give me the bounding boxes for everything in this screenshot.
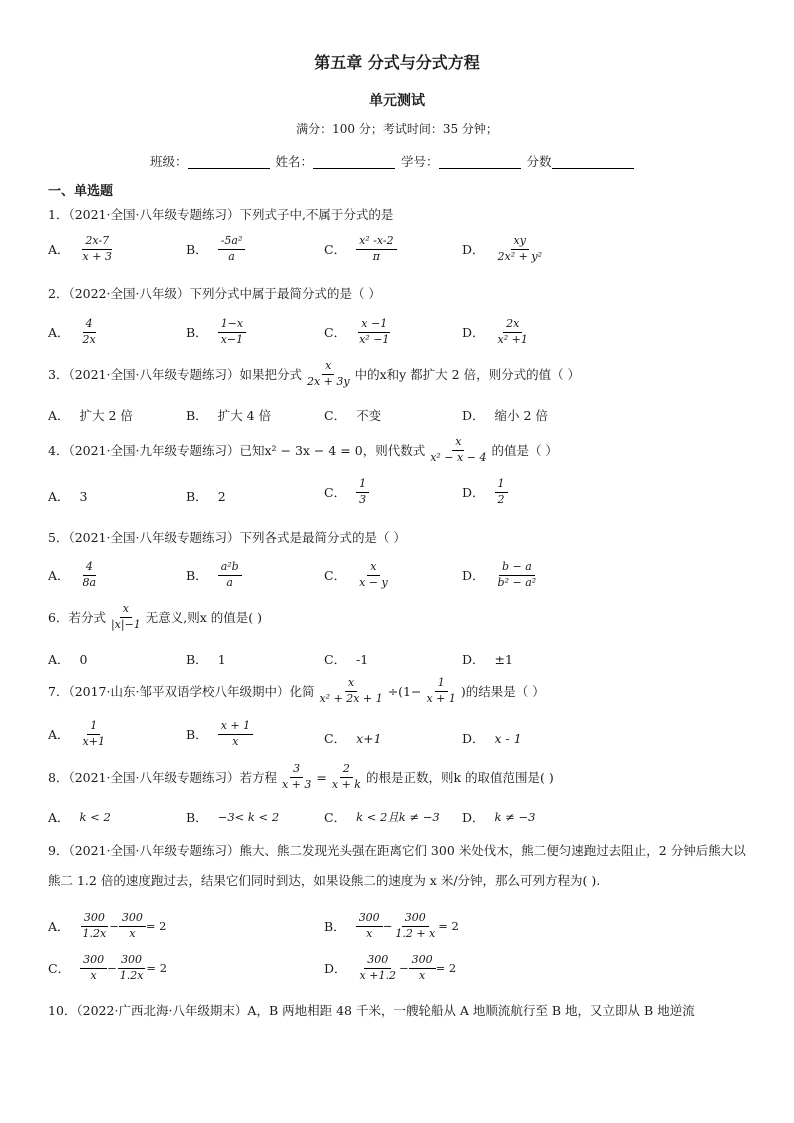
q8-fraction-1: $\frac{3}{x + 3}$: [281, 762, 312, 791]
q6-option-d[interactable]: D． ±1: [462, 651, 513, 667]
question-7-stem: 7．（2017·山东·邹平双语学校八年级期中）化简 $\frac{x}{\text{x² + 2x + 1}}$ ÷(1− $\frac{1}{x + 1}$ )的结果是（ ）: [48, 676, 545, 705]
question-9-stem: 9．（2021·全国·八年级专题练习）熊大、熊二发现光头强在距离它们 300 米处伐木，熊二便匀速跑过去阻止，2 分钟后熊大以熊二 1.2 倍的速度跑过去，结果它们同时到达，如果设熊二的速度为 x 米/分钟，那么可列方程为( ).: [48, 843, 746, 888]
q8-option-b[interactable]: B． −3< k < 2: [186, 810, 280, 825]
q7-fraction-2: $\frac{1}{x + 1}$: [426, 676, 456, 705]
q9-option-d[interactable]: D． $\frac{300}{x +1.2}$ − $\frac{300}{x}$ = 2: [324, 953, 457, 982]
question-1-stem: 1．（2021·全国·八年级专题练习）下列式子中,不属于分式的是: [48, 207, 394, 222]
q3-fraction: $\frac{x}{2x + 3y}$: [306, 359, 350, 388]
q5-option-d[interactable]: D． $\frac{b - a}{\text{b² − a²}}$: [462, 560, 537, 589]
q2-option-a[interactable]: A． $\frac{4}{2x}$: [48, 317, 96, 346]
question-4-stem: 4．（2021·全国·九年级专题练习）已知x² − 3x − 4 = 0，则代数式 $\frac{x}{\text{x² − x − 4}}$ 的值是（ ）: [48, 435, 558, 464]
question-2-stem: 2．（2022·全国·八年级）下列分式中属于最简分式的是（ ）: [48, 286, 381, 301]
id-label: 学号：: [401, 154, 439, 169]
q2-option-b[interactable]: B． $\frac{1-x}{x-1}$: [186, 318, 246, 346]
q1-option-b[interactable]: B． $\frac{\text{-5a²}}{a}$: [186, 235, 245, 263]
q3-option-b[interactable]: B． 扩大 4 倍: [186, 408, 272, 423]
id-blank[interactable]: [439, 154, 521, 169]
name-label: 姓名：: [275, 154, 314, 169]
question-10-stem: 10．（2022·广西北海·八年级期末）A，B 两地相距 48 千米，一艘轮船从 A 地顺流航行至 B 地，又立即从 B 地逆流: [48, 1003, 695, 1018]
student-info-line: [150, 152, 636, 170]
question-6-stem: 6．若分式 $\frac{x}{|x|-1}$ 无意义,则x 的值是( ): [48, 602, 263, 631]
exam-meta: 满分：100 分；考试时间：35 分钟；: [296, 122, 498, 136]
q6-option-b[interactable]: B． 1: [186, 651, 226, 667]
q4-option-b[interactable]: B． 2: [186, 488, 226, 504]
q5-option-c[interactable]: C． $\frac{x}{x - y}$: [324, 560, 388, 589]
class-label: 班级：: [150, 154, 188, 169]
q7-option-d[interactable]: D． x - 1: [462, 730, 522, 746]
score-label: 分数: [526, 154, 552, 169]
score-blank[interactable]: [552, 154, 634, 169]
q7-option-c[interactable]: C． x+1: [324, 730, 382, 746]
q7-fraction-1: $\frac{x}{\text{x² + 2x + 1}}$: [319, 676, 383, 705]
question-8-stem: 8．（2021·全国·八年级专题练习）若方程 $\frac{3}{x + 3}$ = $\frac{2}{x + k}$ 的根是正数，则k 的取值范围是( ): [48, 762, 554, 791]
q5-option-a[interactable]: A． $\frac{4}{8a}$: [48, 560, 97, 589]
q2-option-d[interactable]: D． $\frac{2x}{\text{x² +1}}$: [462, 317, 528, 346]
q4-option-a[interactable]: A． 3: [48, 488, 88, 504]
page-title: 第五章 分式与分式方程: [314, 53, 480, 72]
question-5-stem: 5．（2021·全国·八年级专题练习）下列各式是最简分式的是（ ）: [48, 530, 406, 545]
q7-option-b[interactable]: B． $\frac{x + 1}{x}$: [186, 720, 253, 748]
q5-option-b[interactable]: B． $\frac{\text{a²b}}{a}$: [186, 561, 242, 589]
section-heading: 一、单选题: [48, 184, 114, 199]
q1-option-c[interactable]: C． $\frac{\text{x² -x-2}}{\pi}$: [324, 235, 397, 263]
q3-option-d[interactable]: D． 缩小 2 倍: [462, 408, 548, 423]
q8-option-d[interactable]: D． k ≠ −3: [462, 810, 536, 825]
q8-option-c[interactable]: C． k < 2且k ≠ −3: [324, 810, 440, 825]
name-blank[interactable]: [313, 154, 395, 169]
q6-option-a[interactable]: A． 0: [48, 651, 88, 667]
q1-option-a[interactable]: A． $\frac{2x-7}{x + 3}$: [48, 234, 112, 263]
q6-fraction: $\frac{x}{|x|-1}$: [110, 602, 141, 631]
q4-option-d[interactable]: D． $\frac{1}{2}$: [462, 478, 508, 506]
q6-option-c[interactable]: C． -1: [324, 651, 369, 667]
q9-option-c[interactable]: C． $\frac{300}{x}$ − $\frac{300}{1.2x}$ = 2: [48, 953, 168, 982]
q4-fraction: $\frac{x}{\text{x² − x − 4}}$: [430, 435, 487, 464]
q4-option-c[interactable]: C． $\frac{1}{3}$: [324, 478, 369, 506]
class-blank[interactable]: [188, 154, 270, 169]
q8-fraction-2: $\frac{2}{x + k}$: [331, 762, 361, 791]
q8-option-a[interactable]: A． k < 2: [48, 810, 111, 825]
q9-option-a[interactable]: A． $\frac{300}{1.2x}$ − $\frac{300}{x}$ = 2: [48, 911, 167, 940]
q7-option-a[interactable]: A． $\frac{1}{x+1}$: [48, 719, 105, 748]
q3-option-a[interactable]: A． 扩大 2 倍: [48, 408, 133, 423]
q3-option-c[interactable]: C． 不变: [324, 408, 382, 423]
q1-option-d[interactable]: D． $\frac{xy}{\text{2x² + y²}}$: [462, 234, 542, 263]
q9-option-b[interactable]: B． $\frac{300}{x}$ − $\frac{300}{1.2 + x}$ = 2: [324, 911, 459, 940]
q2-option-c[interactable]: C． $\frac{x -1}{\text{x² −1}}$: [324, 317, 390, 346]
page-subtitle: 单元测试: [369, 93, 425, 109]
question-3-stem: 3．（2021·全国·八年级专题练习）如果把分式 $\frac{x}{2x + 3y}$ 中的x和y 都扩大 2 倍，则分式的值（ ）: [48, 359, 581, 388]
